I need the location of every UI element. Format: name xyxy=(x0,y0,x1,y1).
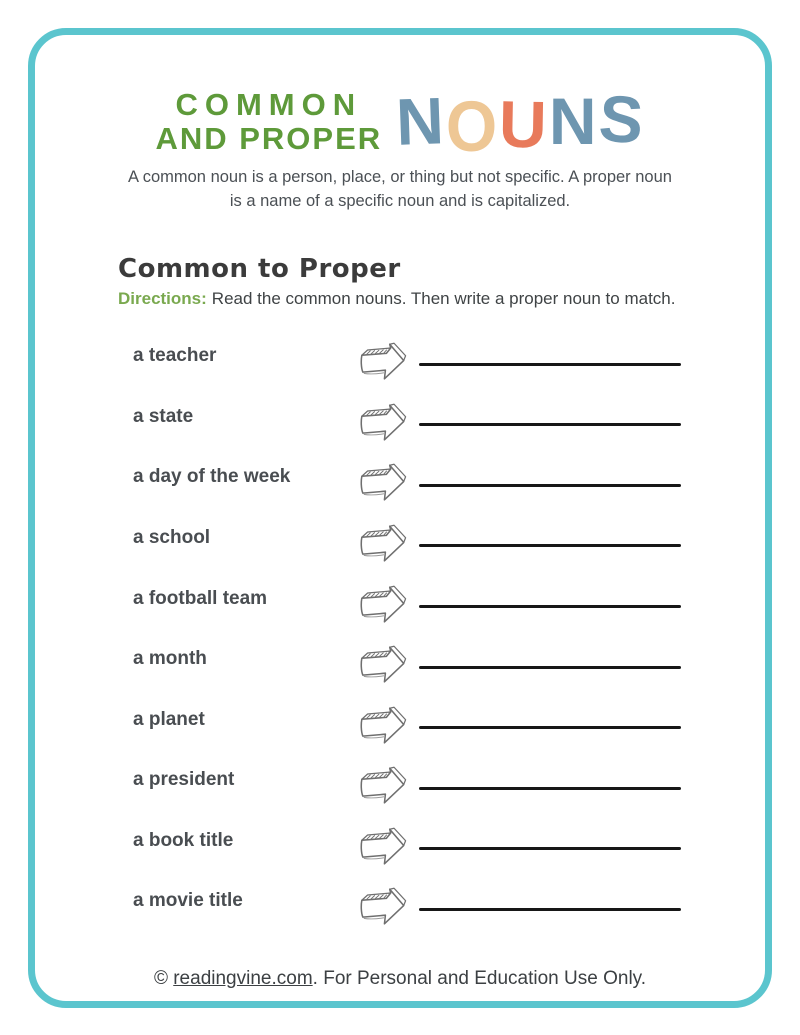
title-line-and-proper: AND PROPER xyxy=(155,120,383,156)
sketch-arrow-right-icon xyxy=(358,584,408,626)
worksheet-row xyxy=(133,392,800,453)
title-nouns-letter: S xyxy=(596,80,648,158)
directions-label: Directions: xyxy=(118,288,207,308)
answer-blank-line[interactable] xyxy=(419,363,681,366)
answer-blank-line[interactable] xyxy=(419,908,681,911)
common-noun-label: a football team xyxy=(133,587,268,609)
worksheet-row xyxy=(133,695,800,756)
title-nouns-letter: N xyxy=(548,84,599,158)
answer-blank-line[interactable] xyxy=(419,847,681,850)
page-title xyxy=(0,80,800,166)
answer-blank-line[interactable] xyxy=(419,423,681,426)
title-nouns-letter: N xyxy=(394,83,448,159)
footer-copyright-prefix: © xyxy=(153,968,174,989)
common-noun-label: a teacher xyxy=(133,345,217,367)
footer-suffix: . For Personal and Education Use Only. xyxy=(312,968,647,989)
worksheet-rows xyxy=(0,332,800,938)
title-nouns-letter: O xyxy=(445,86,500,166)
answer-blank-line[interactable] xyxy=(419,544,681,547)
section-heading: Common to Proper xyxy=(118,253,401,284)
common-noun-label: a president xyxy=(133,769,235,791)
worksheet-row xyxy=(133,514,800,575)
intro-line-1: A common noun is a person, place, or thing but not specific. A proper noun xyxy=(128,168,672,186)
common-noun-label: a state xyxy=(133,405,194,427)
title-line-common: COMMON xyxy=(175,86,363,122)
common-noun-label: a planet xyxy=(133,708,205,730)
footer-link[interactable]: readingvine.com xyxy=(173,968,313,989)
sketch-arrow-right-icon xyxy=(358,644,408,686)
worksheet-row xyxy=(133,332,800,393)
common-noun-label: a school xyxy=(133,526,211,548)
title-nouns-word xyxy=(394,80,648,166)
answer-blank-line[interactable] xyxy=(419,666,681,669)
worksheet-row xyxy=(133,574,800,635)
answer-blank-line[interactable] xyxy=(419,787,681,790)
answer-blank-line[interactable] xyxy=(419,726,681,729)
worksheet-row xyxy=(133,817,800,878)
intro-line-2: is a name of a specific noun and is capitalized. xyxy=(229,191,571,210)
common-noun-label: a book title xyxy=(133,829,234,851)
sketch-arrow-right-icon xyxy=(358,402,408,444)
sketch-arrow-right-icon xyxy=(358,886,408,928)
sketch-arrow-right-icon xyxy=(358,523,408,565)
title-nouns-letter: U xyxy=(498,86,550,162)
worksheet-row xyxy=(133,756,800,817)
common-noun-label: a month xyxy=(133,648,207,670)
directions-text: Read the common nouns. Then write a proper noun to match. xyxy=(211,288,676,308)
common-noun-label: a movie title xyxy=(133,890,243,912)
worksheet-row xyxy=(133,453,800,514)
sketch-arrow-right-icon xyxy=(358,826,408,868)
worksheet-row xyxy=(133,635,800,696)
sketch-arrow-right-icon xyxy=(358,341,408,383)
sketch-arrow-right-icon xyxy=(358,765,408,807)
footer xyxy=(0,968,800,990)
sketch-arrow-right-icon xyxy=(358,705,408,747)
answer-blank-line[interactable] xyxy=(419,605,681,608)
answer-blank-line[interactable] xyxy=(419,484,681,487)
common-noun-label: a day of the week xyxy=(133,466,291,488)
title-common-and-proper xyxy=(155,86,383,156)
section-header xyxy=(0,254,800,309)
worksheet-row xyxy=(133,877,800,938)
sketch-arrow-right-icon xyxy=(358,462,408,504)
directions xyxy=(118,289,800,309)
intro-text xyxy=(0,166,800,214)
